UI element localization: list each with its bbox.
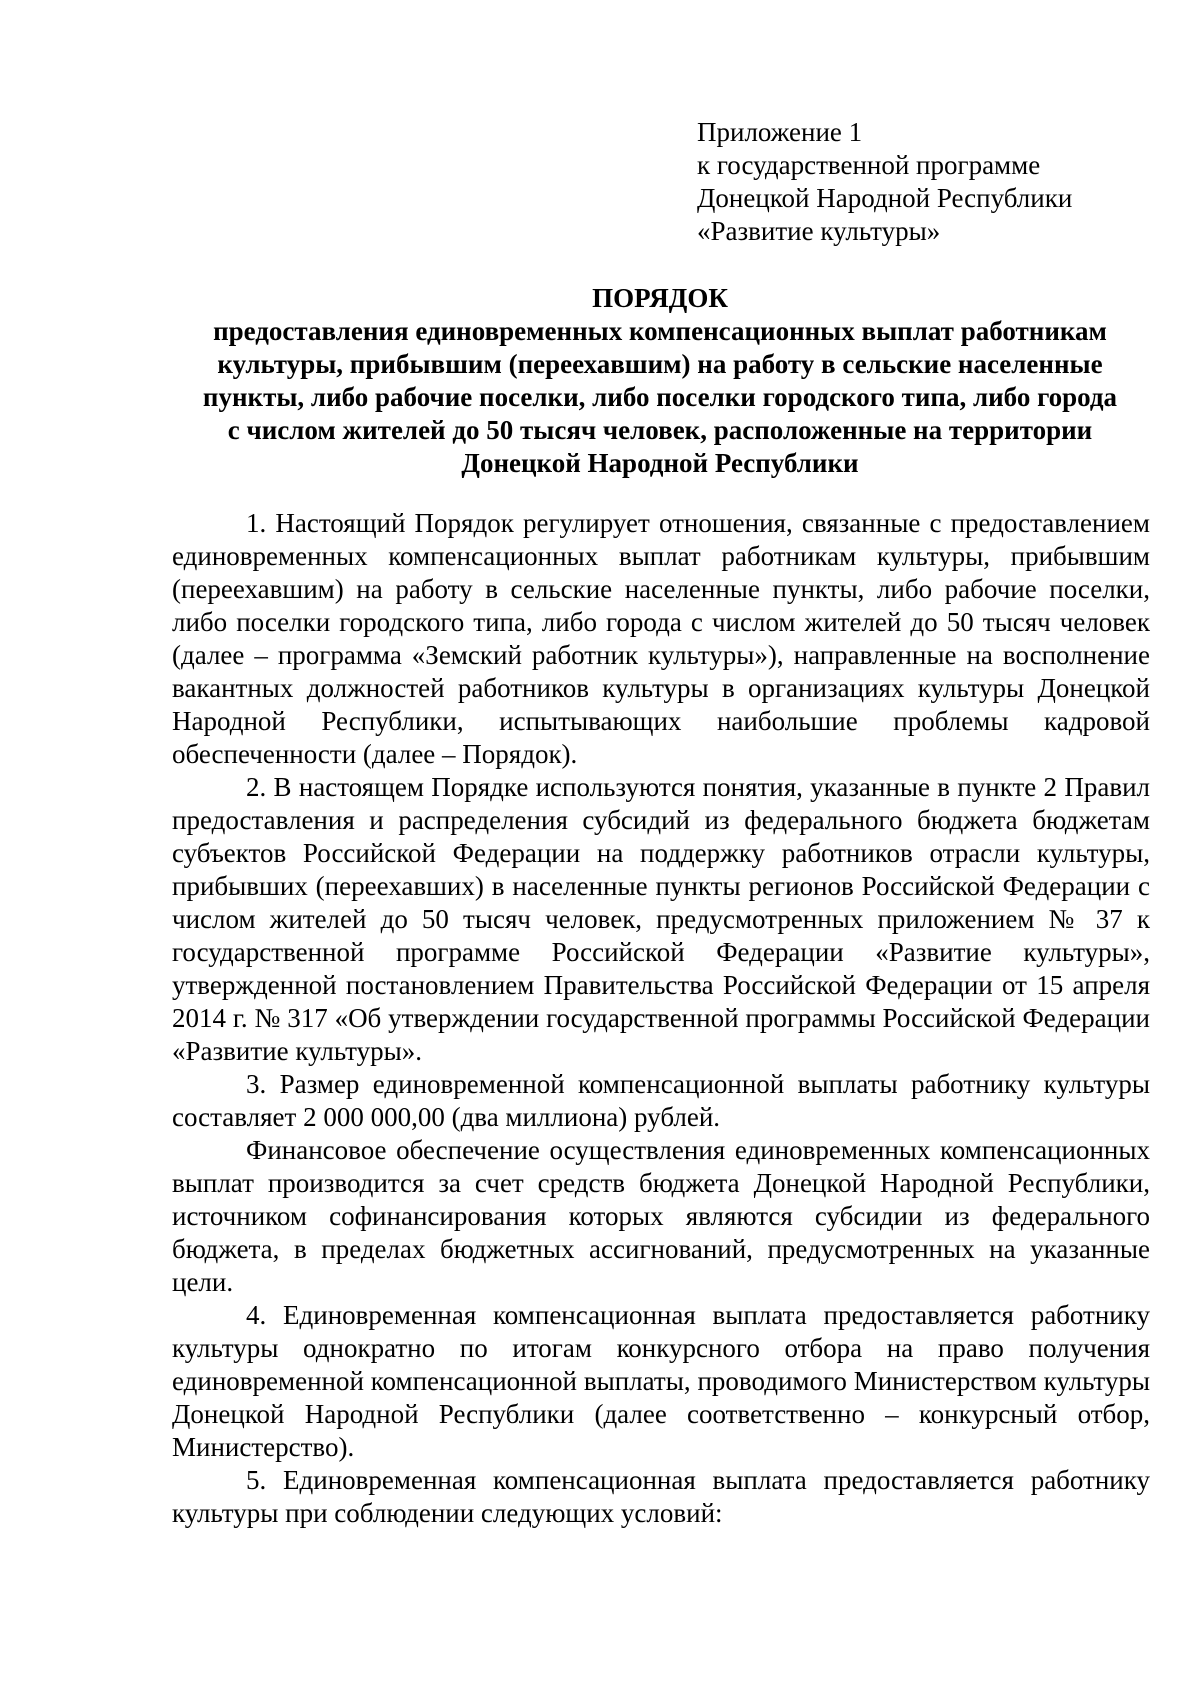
title-line: предоставления единовременных компенсационных выплат работникам <box>213 316 1107 346</box>
paragraph-5: 5. Единовременная компенсационная выплата предоставляется работнику культуры при соблюдении следующих условий: <box>172 1465 1150 1528</box>
title-line: пункты, либо рабочие поселки, либо поселки городского типа, либо города <box>202 382 1118 412</box>
paragraph-4: 4. Единовременная компенсационная выплата предоставляется работнику культуры однократно по итогам конкурсного отбора на право получения единовременной компенсационной выплаты, проводимого Министерством культуры Донецкой Народной Республики (далее соответственно – конкурсный отбор, Министерство). <box>172 1300 1150 1462</box>
paragraph-3-financing: Финансовое обеспечение осуществления единовременных компенсационных выплат производится за счет средств бюджета Донецкой Народной Республики, источником софинансирования которых являются субсидии из федерального бюджета, в пределах бюджетных ассигнований, предусмотренных на указанные цели. <box>172 1135 1150 1297</box>
title-line: Донецкой Народной Республики <box>461 448 859 478</box>
paragraph-3: 3. Размер единовременной компенсационной выплаты работнику культуры составляет 2 000 000,00 (два миллиона) рублей. <box>172 1069 1150 1132</box>
annex-line: Приложение 1 <box>697 117 863 147</box>
title-heading: ПОРЯДОК <box>592 283 728 313</box>
annex-line: к государственной программе <box>697 150 1041 180</box>
annex-line: Донецкой Народной Республики <box>697 183 1073 213</box>
title-line: культуры, прибывшим (переехавшим) на работу в сельские населенные <box>217 349 1103 379</box>
annex-header <box>697 116 1157 248</box>
paragraph-1: 1. Настоящий Порядок регулирует отношения, связанные с предоставлением единовременных компенсационных выплат работникам культуры, прибывшим (переехавшим) на работу в сельские населенные пункты, либо рабочие поселки, либо поселки городского типа, либо города с числом жителей до 50 тысяч человек (далее – программа «Земский работник культуры»), направленные на восполнение вакантных должностей работников культуры в организациях культуры Донецкой Народной Республики, испытывающих наибольшие проблемы кадровой обеспеченности (далее – Порядок). <box>172 508 1150 769</box>
title-line: с числом жителей до 50 тысяч человек, расположенные на территории <box>227 415 1093 445</box>
annex-line: «Развитие культуры» <box>697 216 941 246</box>
document-body <box>172 507 1150 1530</box>
paragraph-2: 2. В настоящем Порядке используются понятия, указанные в пункте 2 Правил предоставления и распределения субсидий из федерального бюджета бюджетам субъектов Российской Федерации на поддержку работников отрасли культуры, прибывших (переехавших) в населенные пункты регионов Российской Федерации с числом жителей до 50 тысяч человек, предусмотренных приложением № 37 к государственной программе Российской Федерации «Развитие культуры», утвержденной постановлением Правительства Российской Федерации от 15 апреля 2014 г. № 317 «Об утверждении государственной программы Российской Федерации «Развитие культуры». <box>172 772 1150 1066</box>
document-title <box>170 282 1150 480</box>
